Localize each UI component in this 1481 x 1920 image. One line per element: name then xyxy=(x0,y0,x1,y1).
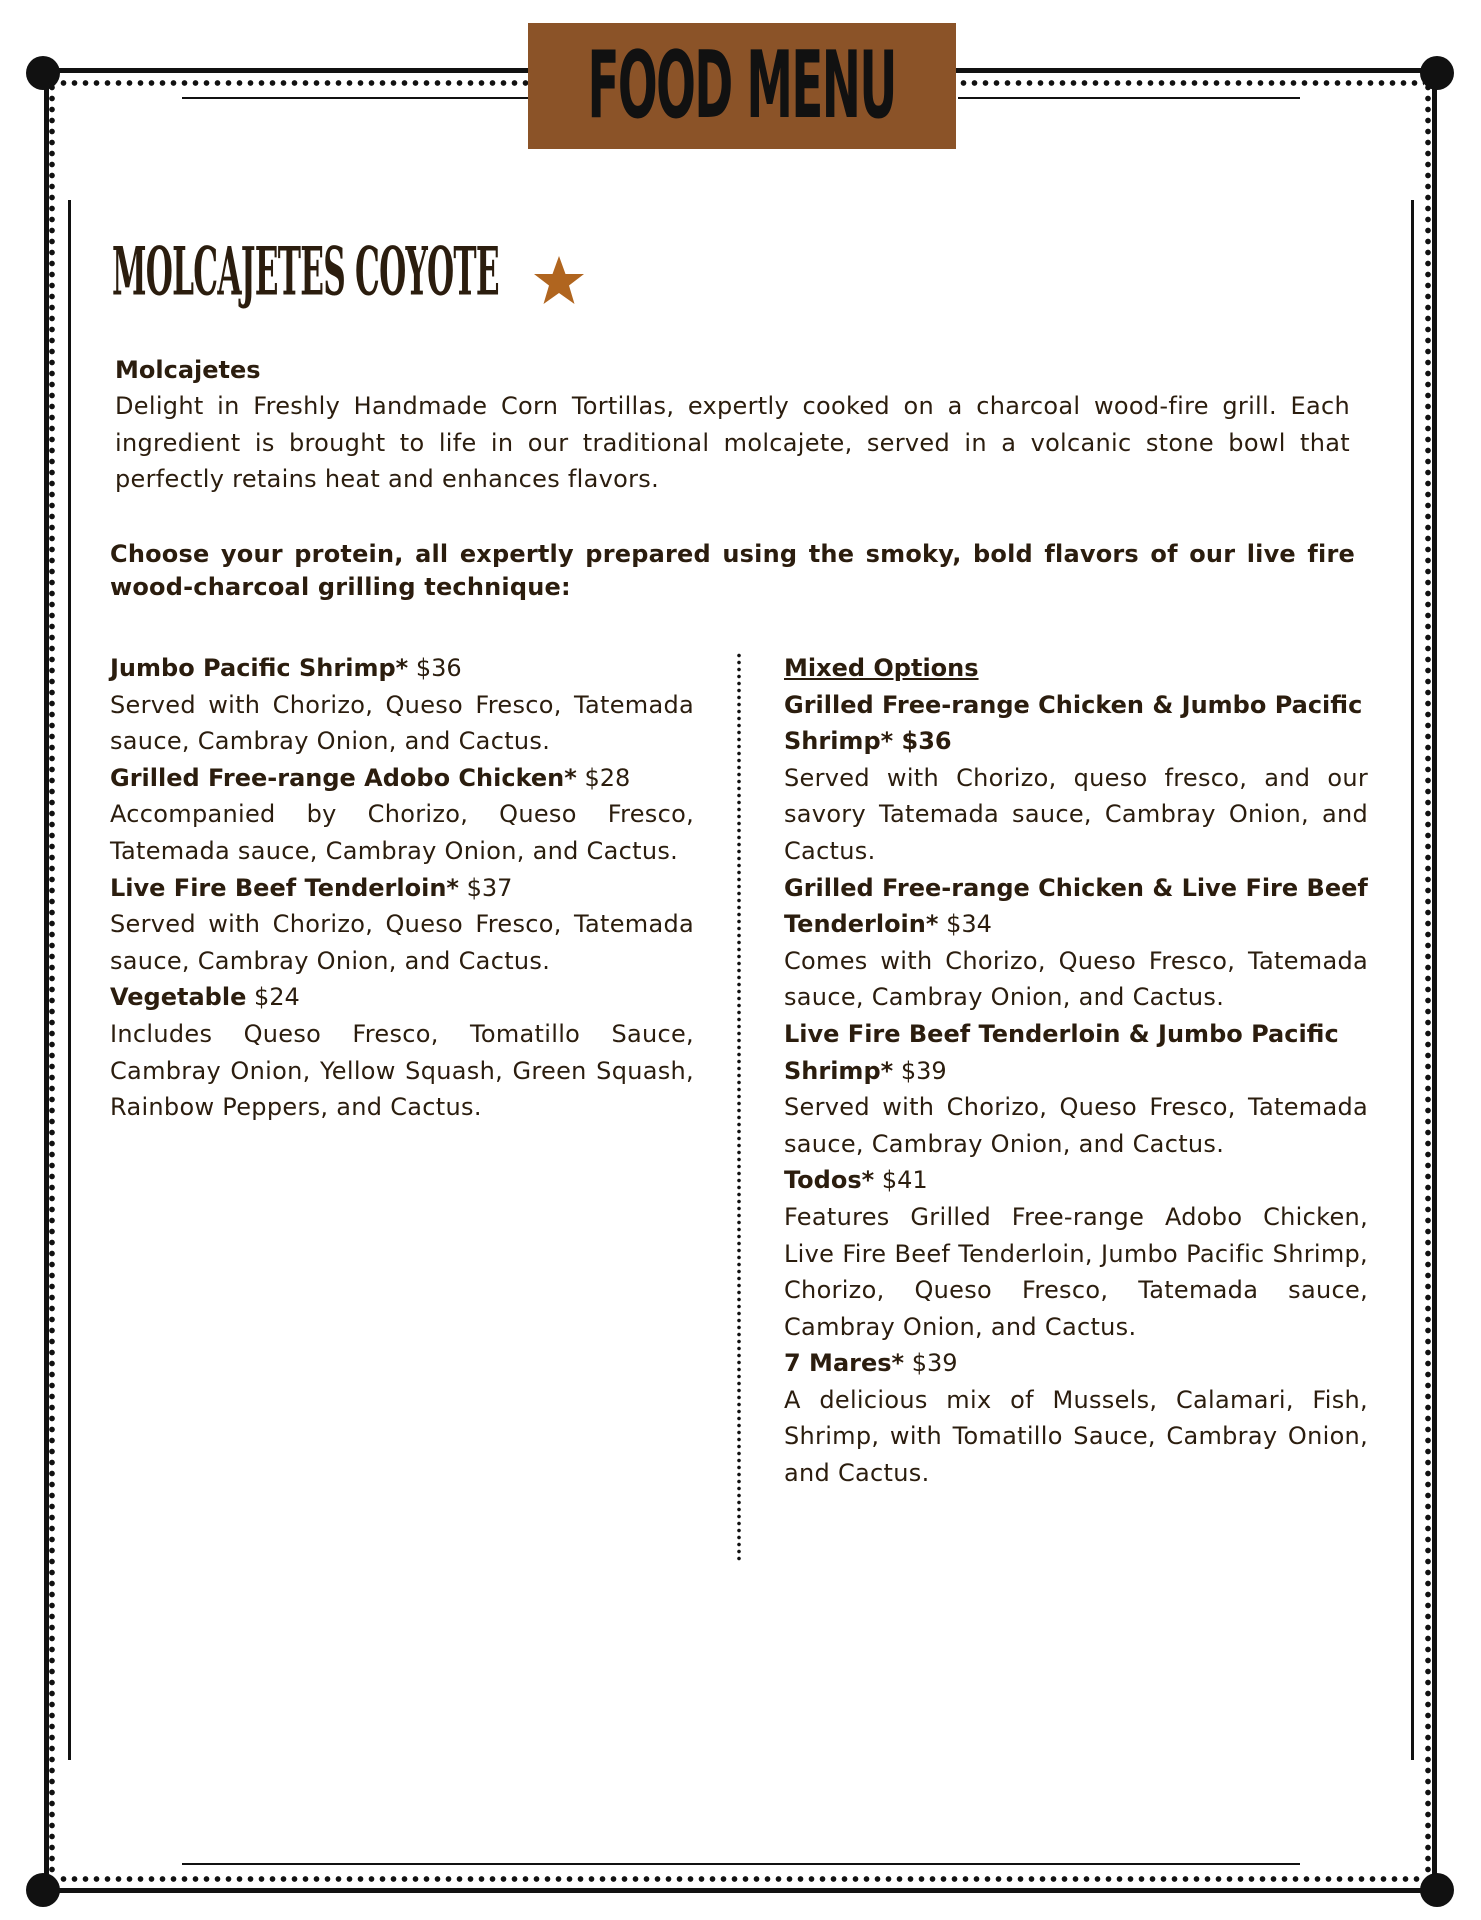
item-name: Todos* xyxy=(784,1166,875,1195)
item-price: $39 xyxy=(911,1349,958,1378)
inner-rule-right xyxy=(1411,200,1414,1760)
menu-item xyxy=(110,760,694,870)
corner-dot-bottom-right xyxy=(1420,1873,1454,1907)
item-description: Served with Chorizo, Queso Fresco, Tatemada sauce, Cambray Onion, and Cactus. xyxy=(110,690,694,756)
frame-bottom-border xyxy=(44,1888,1437,1893)
choose-protein-text: Choose your protein, all expertly prepared using the smoky, bold flavors of our live fire wood-charcoal grilling technique: xyxy=(110,540,1355,601)
item-name: Grilled Free-range Chicken & Live Fire Beef Tenderloin* xyxy=(784,873,1368,939)
item-description: Comes with Chorizo, Queso Fresco, Tatemada sauce, Cambray Onion, and Cactus. xyxy=(784,946,1368,1012)
inner-rule-bottom xyxy=(182,1863,1300,1865)
menu-item xyxy=(784,1345,1368,1491)
item-description: Features Grilled Free-range Adobo Chicken, Live Fire Beef Tenderloin, Jumbo Pacific Shrimp, Chorizo, Queso Fresco, Tatemada sauce, Cambray Onion, and Cactus. xyxy=(784,1202,1368,1341)
menu-item xyxy=(784,870,1368,1016)
item-name: Live Fire Beef Tenderloin & Jumbo Pacific Shrimp* xyxy=(784,1019,1339,1085)
mixed-options-heading: Mixed Options xyxy=(784,654,979,682)
item-description: Served with Chorizo, Queso Fresco, Tatemada sauce, Cambray Onion, and Cactus. xyxy=(784,1093,1368,1158)
item-name: Live Fire Beef Tenderloin* xyxy=(110,873,459,902)
dotted-border-bottom xyxy=(58,1875,1424,1883)
menu-item xyxy=(110,870,694,980)
corner-dot-top-right xyxy=(1420,56,1454,90)
inner-rule-top-left xyxy=(182,97,528,99)
item-price: $34 xyxy=(946,910,992,939)
item-price: $36 xyxy=(415,654,462,682)
item-description: A delicious mix of Mussels, Calamari, Fish, Shrimp, with Tomatillo Sauce, Cambray Onion, and Cactus. xyxy=(784,1385,1368,1488)
dotted-border-top-right xyxy=(958,79,1424,87)
item-description: Served with Chorizo, queso fresco, and our savory Tatemada sauce, Cambray Onion, and Cactus. xyxy=(784,763,1368,865)
section-title: MOLCAJETES COYOTE xyxy=(112,233,499,311)
item-name: Jumbo Pacific Shrimp* xyxy=(110,654,409,682)
item-description: Includes Queso Fresco, Tomatillo Sauce, Cambray Onion, Yellow Squash, Green Squash, Rainbow Peppers, and Cactus. xyxy=(110,1019,694,1122)
menu-item xyxy=(110,979,694,1125)
corner-dot-bottom-left xyxy=(26,1873,60,1907)
item-name: Vegetable xyxy=(110,983,247,1012)
corner-dot-top-left xyxy=(26,56,60,90)
frame-right-border xyxy=(1432,68,1437,1893)
column-divider xyxy=(737,652,741,1562)
item-name: Grilled Free-range Chicken & Jumbo Pacific Shrimp* $36 xyxy=(784,690,1363,756)
menu-item xyxy=(784,1162,1368,1345)
page-title: FOOD MENU xyxy=(587,31,897,141)
menu-column-right xyxy=(784,650,1368,1492)
dotted-border-right xyxy=(1424,82,1432,1880)
item-price: $28 xyxy=(584,763,631,792)
dotted-border-top-left xyxy=(58,79,528,87)
star-icon xyxy=(532,255,586,307)
intro-heading: Molcajetes xyxy=(115,356,261,384)
item-name: 7 Mares* xyxy=(784,1349,905,1378)
dotted-border-left xyxy=(48,82,56,1880)
item-price: $39 xyxy=(900,1056,947,1085)
menu-column-left xyxy=(110,650,694,1126)
item-price: $41 xyxy=(881,1166,928,1195)
item-description: Served with Chorizo, Queso Fresco, Tatemada sauce, Cambray Onion, and Cactus. xyxy=(110,910,694,975)
intro-text: Delight in Freshly Handmade Corn Tortillas, expertly cooked on a charcoal wood-fire grill. Each ingredient is brought to life in our traditional molcajete, served in a volcanic stone bowl that perfectly retains heat and enhances flavors. xyxy=(115,392,1350,493)
intro-block xyxy=(115,352,1350,498)
menu-item xyxy=(784,1016,1368,1162)
menu-item xyxy=(110,650,694,760)
inner-rule-left xyxy=(68,200,71,1760)
item-name: Grilled Free-range Adobo Chicken* xyxy=(110,763,577,792)
item-price: $37 xyxy=(466,873,513,902)
header-badge xyxy=(528,23,956,149)
menu-item xyxy=(784,687,1368,870)
item-price: $24 xyxy=(254,983,300,1012)
item-description: Accompanied by Chorizo, Queso Fresco, Tatemada sauce, Cambray Onion, and Cactus. xyxy=(110,800,694,865)
inner-rule-top-right xyxy=(958,97,1300,99)
